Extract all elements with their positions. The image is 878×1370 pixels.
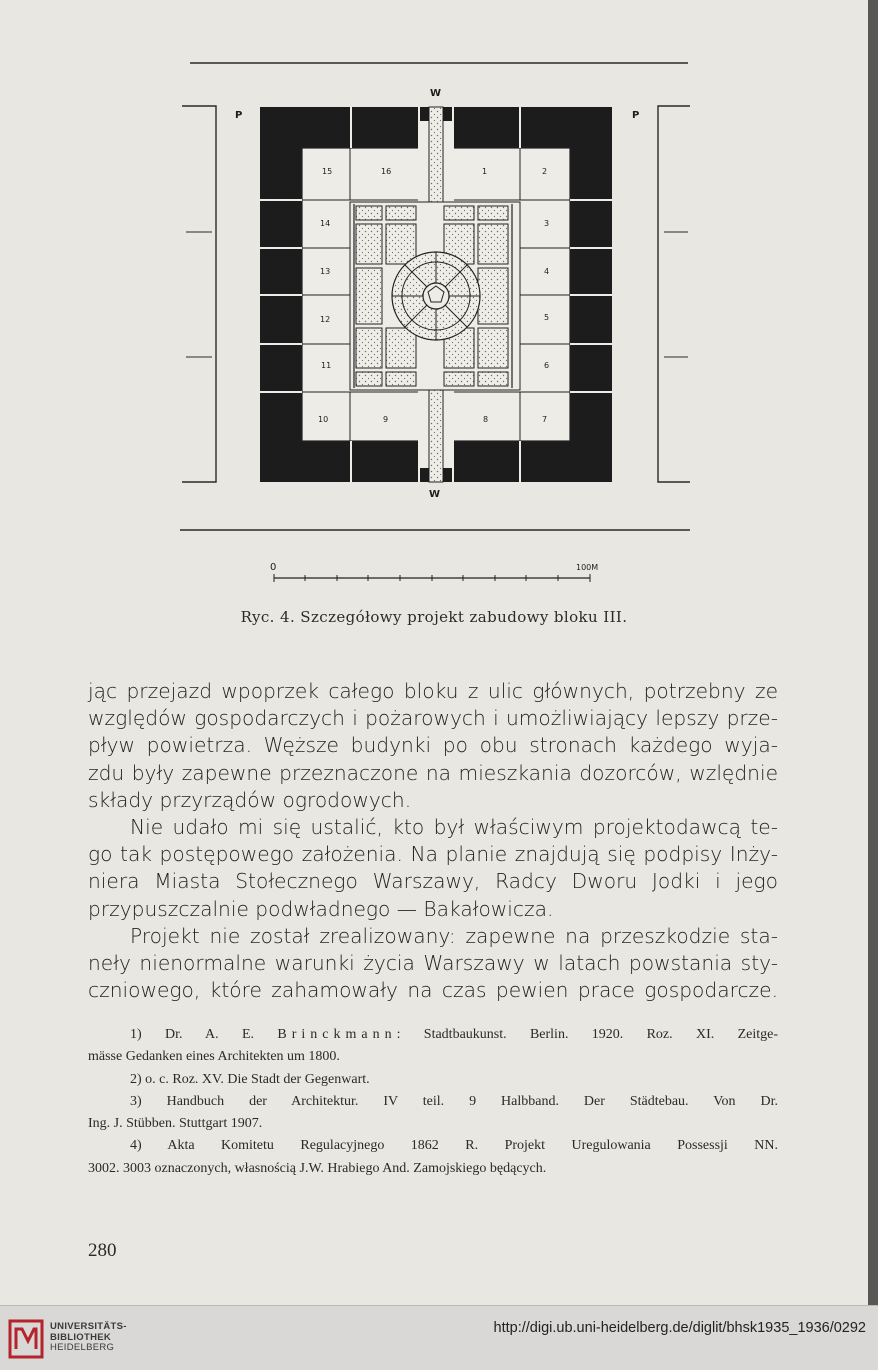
footnote-4: 4) Akta Komitetu Regulacyjnego 1862 R. Projekt Uregulowania Possessji NN. [130, 1138, 778, 1154]
lot-10: 10 [318, 415, 329, 424]
footnotes [88, 1024, 778, 1180]
body-line: przypuszczalnie podwładnego — Bakałowicza. [88, 896, 554, 921]
footnote-author: Brinckmann [277, 1027, 397, 1042]
body-line: jąc przejazd wpoprzek całego bloku z ulic głównych, potrzebny ze [88, 679, 778, 703]
body-line: zdu były zapewne przeznaczone na mieszkania dozorców, wzlędnie [88, 760, 778, 785]
lot-16: 16 [381, 167, 392, 176]
scale-end-label: 100M [576, 563, 599, 572]
footnote-2: 2) o. c. Roz. XV. Die Stadt der Gegenwart. [130, 1071, 370, 1087]
lot-9: 9 [383, 415, 389, 424]
figure-label-p-left: P [235, 110, 243, 121]
lot-1: 1 [482, 167, 488, 176]
body-line: niera Miasta Stołecznego Warszawy, Radcy Dworu Jodki i jego [88, 869, 778, 894]
footnote-3: 3) Handbuch der Architektur. IV teil. 9 Halbband. Der Städtebau. Von Dr. [130, 1093, 778, 1109]
body-line: składy przyrządów ogrodowych. [88, 787, 412, 812]
lot-4: 4 [544, 267, 550, 276]
lot-14: 14 [320, 219, 331, 228]
scale-bar [270, 562, 598, 582]
university-library-logo-icon[interactable] [8, 1319, 44, 1359]
footnote-4-line-2: 3002. 3003 oznaczonych, własnością J.W. Hrabiego And. Zamojskiego będących. [88, 1160, 547, 1176]
figure-label-w-top: W [430, 88, 442, 99]
figure-caption: Ryc. 4. Szczegółowy projekt zabudowy bloku III. [240, 608, 628, 626]
body-line: go tak postępowego założenia. Na planie znajdują się podpisy Inży- [88, 842, 778, 867]
block-plan-figure [178, 62, 692, 592]
page-edge [868, 0, 878, 1305]
permalink-url[interactable]: http://digi.ub.uni-heidelberg.de/diglit/bhsk1935_1936/0292 [493, 1320, 866, 1336]
lot-12: 12 [320, 315, 331, 324]
lot-2: 2 [542, 167, 548, 176]
body-text [88, 678, 778, 1004]
body-line: Projekt nie został zrealizowany: zapewne na przeszkodzie sta- [130, 923, 778, 948]
lot-7: 7 [542, 415, 548, 424]
lot-8: 8 [483, 415, 489, 424]
viewer-footer [0, 1305, 878, 1370]
body-line: względów gospodarczych i pożarowych i umożliwiający lepszy prze- [88, 706, 778, 731]
footnote-1-line-2: mässe Gedanken eines Architekten um 1800. [88, 1049, 340, 1065]
page-number: 280 [88, 1240, 117, 1261]
scale-start-label: 0 [270, 562, 277, 573]
lot-13: 13 [320, 267, 331, 276]
body-line: neły nienormalne warunki życia Warszawy w latach powstania sty- [88, 951, 778, 976]
figure-label-w-bottom: W [429, 489, 441, 500]
figure-label-p-right: P [632, 110, 640, 121]
footnote-1: 1) Dr. A. E. Brinckmann: Stadtbaukunst. Berlin. 1920. Roz. XI. Zeitge- [130, 1027, 778, 1042]
footnote-3-line-2: Ing. J. Stübben. Stuttgart 1907. [88, 1116, 263, 1132]
lot-6: 6 [544, 361, 550, 370]
library-name[interactable]: UNIVERSITÄTS- BIBLIOTHEK HEIDELBERG [50, 1321, 127, 1353]
body-line: pływ powietrza. Węższe budynki po obu stronach każdego wyja- [88, 733, 778, 758]
body-line: czniowego, które zahamowały na czas pewien prace gospodarcze. [88, 978, 778, 1003]
lot-3: 3 [544, 219, 550, 228]
lot-15: 15 [322, 167, 333, 176]
body-line: Nie udało mi się ustalić, kto był właściwym projektodawcą te- [130, 815, 778, 840]
lot-5: 5 [544, 313, 550, 322]
lot-11: 11 [321, 361, 332, 370]
